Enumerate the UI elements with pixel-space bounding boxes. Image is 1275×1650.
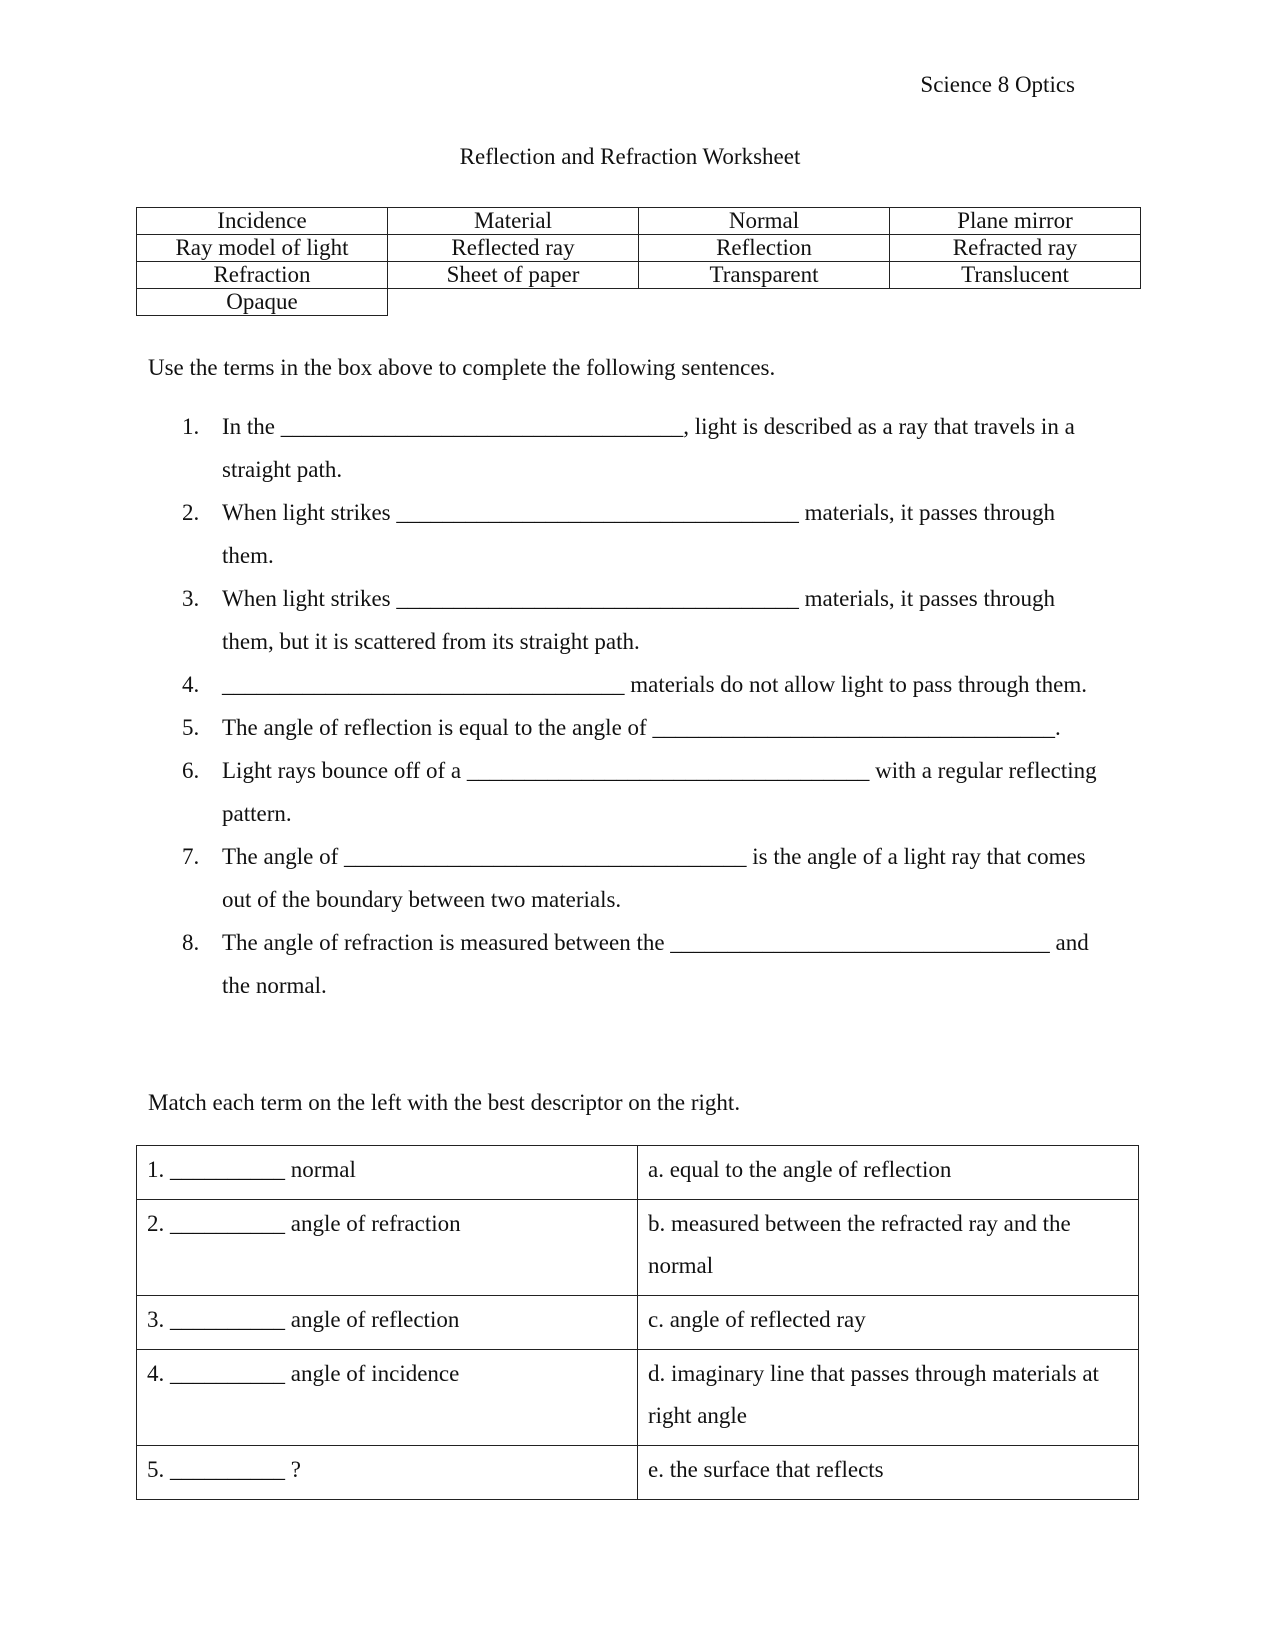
matching-instruction: Match each term on the left with the best descriptor on the right. xyxy=(148,1090,741,1115)
question-number: 6. xyxy=(182,758,200,783)
term-cell: Transparent xyxy=(639,262,890,289)
empty-cell xyxy=(388,289,639,316)
question-item xyxy=(150,749,1110,835)
worksheet-title: Reflection and Refraction Worksheet xyxy=(459,144,801,169)
question-item xyxy=(150,405,1110,491)
question-item xyxy=(150,491,1110,577)
matching-row xyxy=(137,1200,1139,1296)
term-cell: Ray model of light xyxy=(137,235,388,262)
question-text: When light strikes ___________________________________ materials, it passes through them, but it is scattered from its straight path. xyxy=(222,586,1056,654)
matching-table xyxy=(136,1145,1139,1500)
terms-row xyxy=(137,289,1141,316)
term-cell: Sheet of paper xyxy=(388,262,639,289)
terms-row xyxy=(137,262,1141,289)
matching-descriptor: c. angle of reflected ray xyxy=(638,1296,1139,1350)
matching-term: 3. __________ angle of reflection xyxy=(137,1296,638,1350)
question-item xyxy=(150,706,1110,749)
matching-descriptor: d. imaginary line that passes through materials at right angle xyxy=(638,1350,1139,1446)
question-item xyxy=(150,921,1110,1007)
question-item xyxy=(150,577,1110,663)
terms-row xyxy=(137,235,1141,262)
question-item xyxy=(150,663,1110,706)
terms-box xyxy=(136,207,1141,316)
terms-row xyxy=(137,208,1141,235)
matching-term: 5. __________ ? xyxy=(137,1446,638,1500)
question-text: The angle of ___________________________________ is the angle of a light ray that comes out of the boundary between two materials. xyxy=(222,844,1086,912)
matching-descriptor: a. equal to the angle of reflection xyxy=(638,1146,1139,1200)
question-text: ___________________________________ materials do not allow light to pass through them. xyxy=(222,672,1087,697)
question-number: 2. xyxy=(182,500,200,525)
question-number: 3. xyxy=(182,586,200,611)
question-text: Light rays bounce off of a ___________________________________ with a regular reflecting pattern. xyxy=(222,758,1097,826)
term-cell: Incidence xyxy=(137,208,388,235)
question-text: When light strikes ___________________________________ materials, it passes through them. xyxy=(222,500,1056,568)
term-cell: Opaque xyxy=(137,289,388,316)
matching-row xyxy=(137,1296,1139,1350)
term-cell: Translucent xyxy=(890,262,1141,289)
empty-cell xyxy=(639,289,890,316)
matching-term: 2. __________ angle of refraction xyxy=(137,1200,638,1296)
matching-descriptor: e. the surface that reflects xyxy=(638,1446,1139,1500)
term-cell: Refracted ray xyxy=(890,235,1141,262)
question-text: The angle of refraction is measured between the _________________________________ and the normal. xyxy=(222,930,1089,998)
matching-descriptor: b. measured between the refracted ray and the normal xyxy=(638,1200,1139,1296)
term-cell: Reflection xyxy=(639,235,890,262)
question-item xyxy=(150,835,1110,921)
fill-in-questions xyxy=(150,405,1110,1007)
question-number: 1. xyxy=(182,414,200,439)
matching-row xyxy=(137,1446,1139,1500)
term-cell: Normal xyxy=(639,208,890,235)
matching-row xyxy=(137,1350,1139,1446)
question-number: 8. xyxy=(182,930,200,955)
term-cell: Material xyxy=(388,208,639,235)
question-text: The angle of reflection is equal to the angle of ___________________________________. xyxy=(222,715,1061,740)
matching-term: 1. __________ normal xyxy=(137,1146,638,1200)
matching-term: 4. __________ angle of incidence xyxy=(137,1350,638,1446)
empty-cell xyxy=(890,289,1141,316)
term-cell: Refraction xyxy=(137,262,388,289)
term-cell: Plane mirror xyxy=(890,208,1141,235)
question-number: 7. xyxy=(182,844,200,869)
fill-in-instruction: Use the terms in the box above to complete the following sentences. xyxy=(148,355,776,380)
course-label: Science 8 Optics xyxy=(920,72,1075,97)
question-number: 4. xyxy=(182,672,200,697)
term-cell: Reflected ray xyxy=(388,235,639,262)
matching-row xyxy=(137,1146,1139,1200)
question-text: In the ___________________________________, light is described as a ray that travels in a straight path. xyxy=(222,414,1075,482)
question-number: 5. xyxy=(182,715,200,740)
